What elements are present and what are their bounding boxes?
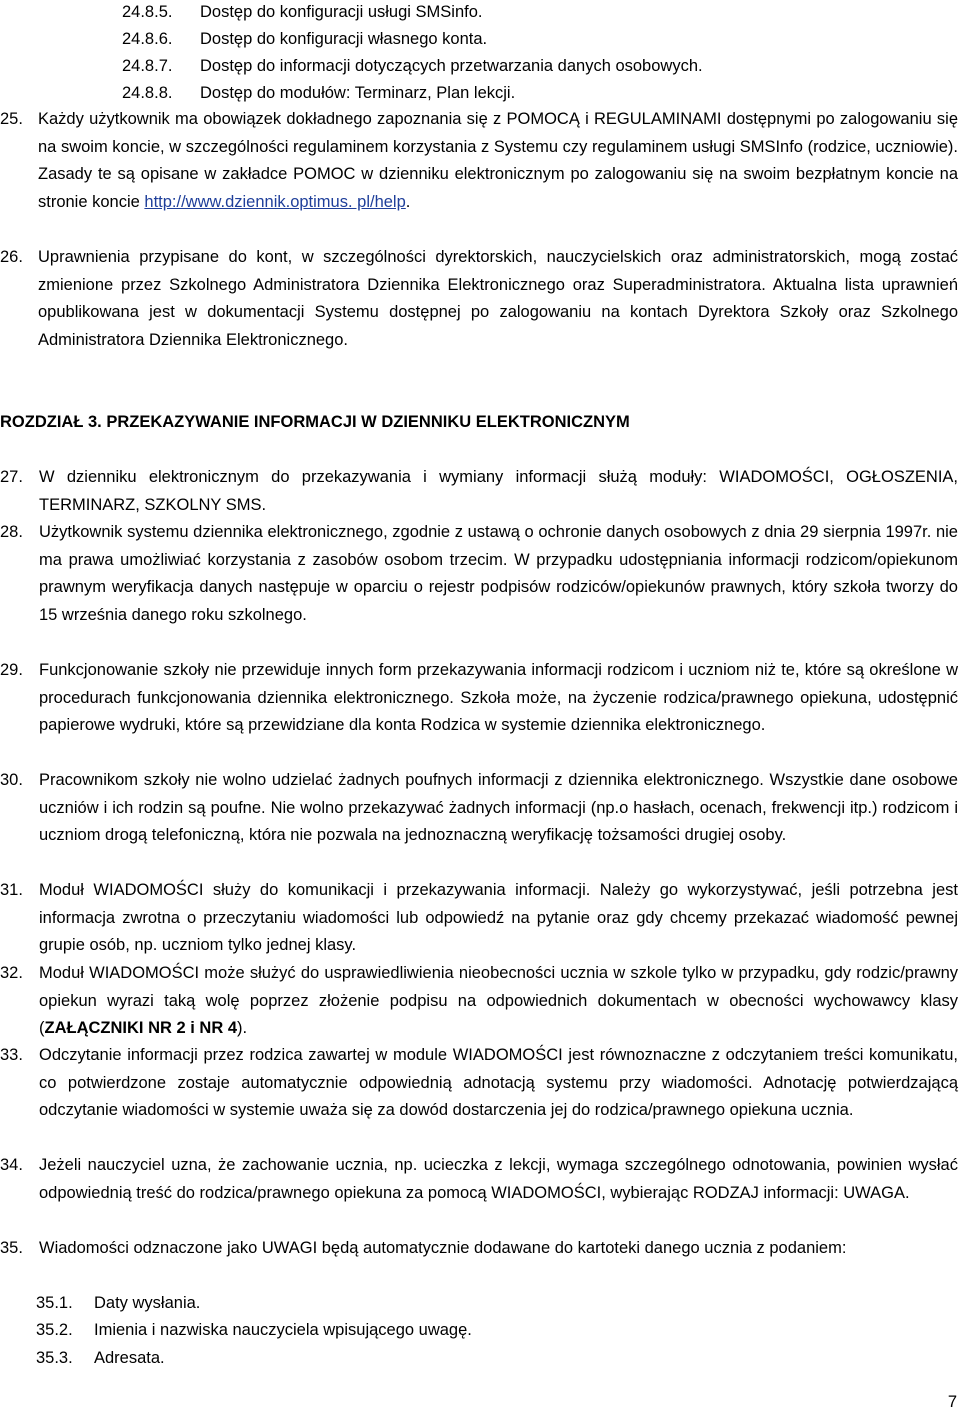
- paragraph-34: [0, 1152, 958, 1207]
- item-text: Dostęp do konfiguracji własnego konta.: [200, 30, 488, 48]
- item-number: 32.: [0, 964, 23, 982]
- page-number: 7: [947, 1393, 957, 1411]
- item-number: 34.: [0, 1156, 23, 1174]
- item-number: 31.: [0, 881, 23, 899]
- list-item-24-8-5: [122, 0, 482, 27]
- list-item-35-3: [36, 1345, 165, 1373]
- list-item-24-8-8: [122, 80, 515, 108]
- item-number: 35.1.: [36, 1294, 73, 1312]
- item-text: Jeżeli nauczyciel uzna, że zachowanie ucznia, np. ucieczka z lekcji, wymaga szczególnego odnotowania, powinien wysłać odpowiednią treść do rodzica/prawnego opiekuna za pomocą WIADOMOŚCI, wybierając RODZAJ informacji: UWAGA.: [39, 1156, 958, 1202]
- paragraph-32: [0, 960, 958, 1043]
- paragraph-35: [0, 1235, 958, 1263]
- item-number: 27.: [0, 468, 23, 486]
- list-item-35-2: [36, 1317, 472, 1345]
- item-number: 35.2.: [36, 1321, 73, 1339]
- item-number: 33.: [0, 1046, 23, 1064]
- item-text: Dostęp do informacji dotyczących przetwarzania danych osobowych.: [200, 57, 703, 75]
- item-text: Dostęp do modułów: Terminarz, Plan lekcji.: [200, 84, 516, 102]
- item-text: Moduł WIADOMOŚCI służy do komunikacji i przekazywania informacji. Należy go wykorzystywać, jeśli potrzebna jest informacja zwrotna o przeczytaniu wiadomości lub odpowiedź na pytanie oraz gdy chcemy przekazać wiadomość pewnej grupie osób, np. uczniom tylko jednej klasy.: [39, 881, 958, 954]
- list-item-24-8-6: [122, 26, 487, 54]
- list-item-24-8-7: [122, 53, 703, 81]
- item-text: Każdy użytkownik ma obowiązek dokładnego zapoznania się z POMOCĄ i REGULAMINAMI dostępnymi po zalogowaniu się na swoim koncie, w szczególności regulaminem korzystania z Systemu czy regulaminem usługi SMSInfo (rodzice, uczniowie). Zasady te są opisane w zakładce POMOC w dzienniku elektronicznym po zalogowaniu się na swoim bezpłatnym koncie na stronie koncie http://www.dziennik.optimus. pl/help.: [38, 110, 958, 211]
- paragraph-30: [0, 767, 958, 850]
- paragraph-26: [0, 244, 958, 354]
- item-number: 35.3.: [36, 1349, 73, 1367]
- item-text: Odczytanie informacji przez rodzica zawartej w module WIADOMOŚCI jest równoznaczne z odczytaniem treści komunikatu, co potwierdzone zostaje automatycznie odpowiednią adnotacją systemu przy wiadomości. Adnotację potwierdzającą odczytanie wiadomości w systemie uważa się za dowód dostarczenia jej do rodzica/prawnego opiekuna ucznia.: [39, 1046, 958, 1119]
- item-number: 24.8.5.: [122, 3, 173, 21]
- item-text: Adresata.: [94, 1349, 165, 1367]
- item-text: W dzienniku elektronicznym do przekazywania i wymiany informacji służą moduły: WIADOMOŚCI, OGŁOSZENIA, TERMINARZ, SZKOLNY SMS.: [39, 468, 958, 514]
- paragraph-33: [0, 1042, 958, 1125]
- item-text: Użytkownik systemu dziennika elektronicznego, zgodnie z ustawą o ochronie danych osobowych z dnia 29 sierpnia 1997r. nie ma prawa umożliwiać korzystania z zasobów osobom trzecim. W przypadku udostępniania informacji rodzicom/opiekunom prawnym weryfikacja danych następuje w oparciu o rejestr podpisów rodziców/opiekunów prawnych, który szkoła tworzy do 15 września danego roku szkolnego.: [39, 523, 958, 624]
- attachments-reference: ZAŁĄCZNIKI NR 2 i NR 4: [44, 1019, 238, 1037]
- item-text: Uprawnienia przypisane do kont, w szczególności dyrektorskich, nauczycielskich oraz administratorskich, mogą zostać zmienione przez Szkolnego Administratora Dziennika Elektronicznego oraz Superadministratora. Aktualna lista uprawnień opublikowana jest w dokumentacji Systemu dostępnej po zalogowaniu na kontach Dyrektora Szkoły oraz Szkolnego Administratora Dziennika Elektronicznego.: [38, 248, 958, 349]
- item-number: 30.: [0, 771, 23, 789]
- paragraph-28: [0, 519, 958, 629]
- chapter-heading: ROZDZIAŁ 3. PRZEKAZYWANIE INFORMACJI W DZIENNIKU ELEKTRONICZNYM: [0, 413, 630, 431]
- paragraph-29: [0, 657, 958, 740]
- item-number: 35.: [0, 1239, 23, 1257]
- item-number: 24.8.7.: [122, 57, 173, 75]
- item-number: 29.: [0, 661, 23, 679]
- item-text: Wiadomości odznaczone jako UWAGI będą automatycznie dodawane do kartoteki danego ucznia z podaniem:: [39, 1239, 847, 1257]
- item-text: Funkcjonowanie szkoły nie przewiduje innych form przekazywania informacji rodzicom i uczniom niż te, które są określone w procedurach funkcjonowania dziennika elektronicznego. Szkoła może, na życzenie rodzica/prawnego opiekuna, udostępnić papierowe wydruki, które są przewidziane dla konta Rodzica w systemie dziennika elektronicznego.: [39, 661, 958, 734]
- help-link[interactable]: http://www.dziennik.optimus. pl/help: [144, 192, 406, 211]
- paragraph-25: [0, 106, 958, 216]
- paragraph-31: [0, 877, 958, 960]
- item-text: Moduł WIADOMOŚCI może służyć do usprawiedliwienia nieobecności ucznia w szkole tylko w przypadku, gdy rodzic/prawny opiekun wyrazi taką wolę poprzez złożenie podpisu na odpowiednich dokumentach w obecności wychowawcy klasy (ZAŁĄCZNIKI NR 2 i NR 4).: [39, 964, 958, 1037]
- item-number: 24.8.8.: [122, 84, 173, 102]
- item-text: Daty wysłania.: [94, 1294, 201, 1312]
- item-number: 24.8.6.: [122, 30, 173, 48]
- item-text: Imienia i nazwiska nauczyciela wpisującego uwagę.: [94, 1321, 472, 1339]
- list-item-35-1: [36, 1290, 200, 1318]
- item-number: 25.: [0, 110, 23, 128]
- item-number: 28.: [0, 523, 23, 541]
- item-number: 26.: [0, 248, 23, 266]
- item-text: Pracownikom szkoły nie wolno udzielać żadnych poufnych informacji z dziennika elektronicznego. Wszystkie dane osobowe uczniów i ich rodzin są poufne. Nie wolno przekazywać żadnych informacji (np.o hasłach, ocenach, frekwencji itp.) rodzicom i uczniom drogą telefoniczną, która nie pozwala na jednoznaczną weryfikację tożsamości drugiej osoby.: [39, 771, 958, 844]
- paragraph-27: [0, 464, 958, 519]
- item-text: Dostęp do konfiguracji usługi SMSinfo.: [200, 3, 483, 21]
